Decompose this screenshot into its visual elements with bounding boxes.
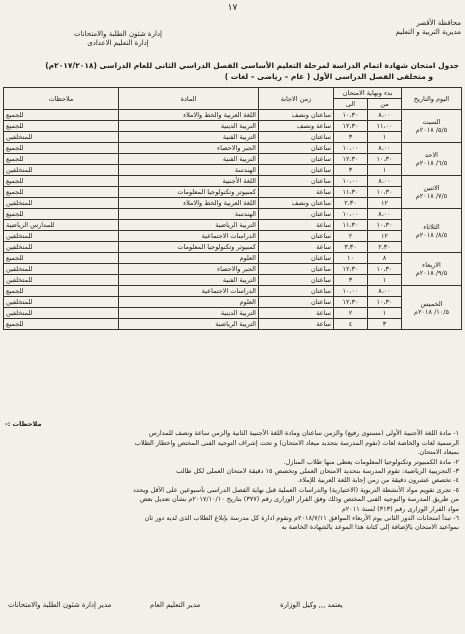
note-line: ٣- التجريبية الرياضية: تقوم المدرسة بتحديد الامتحان العملى وتخصص ١٥ دقيقة لامتحان العملى لكل طالب [176, 467, 459, 476]
admin-line-1: إدارة شئون الطلبة والامتحانات [74, 30, 162, 38]
note-line: ٦- تبدأ امتحانات الدور الثانى يوم الأربعاء الموافق ٢٠١٨/٧/١١م وتقوم ادارة كل مدرسة بإبلاغ الطلاب الذى لديه دور ثان [144, 514, 459, 523]
note-line: ٤- تخصص عشرون دقيقة من زمن إجابة اللغة العربية للإملاء. [297, 476, 459, 485]
table-row [3, 275, 461, 286]
table-row [3, 198, 461, 209]
slot-subject: التربية الفنية [118, 275, 258, 286]
table-row [3, 143, 461, 154]
slot-subject: الدراسات الاجتماعية [118, 231, 258, 242]
table-row [3, 176, 461, 187]
header-timing: بدء ونهاية الامتحان [333, 88, 401, 99]
slot-note: للجميع [3, 253, 118, 264]
slot-from: ١ [368, 308, 402, 319]
slot-duration: ساعة [258, 308, 333, 319]
slot-subject: التربية الفنية [118, 154, 258, 165]
exam-schedule-table [3, 87, 462, 330]
header-to: الى [333, 99, 367, 110]
note-line: بمواعيد الامتحان بالإضافة إلى كتابة هذا الموعد بالشهادة الخاصة به [281, 523, 459, 532]
note-line: بميعاد الامتحان. [417, 448, 459, 457]
slot-from: ١١،٠٠ [368, 121, 402, 132]
slot-note: للمتخلفين [3, 231, 118, 242]
table-row [3, 220, 461, 231]
table-row [3, 132, 461, 143]
signature-undersecretary: يعتمد ,,, وكيل الوزارة [280, 601, 343, 609]
slot-from: ١٠،٣٠ [368, 154, 402, 165]
slot-to: ١٢،٣٠ [333, 121, 367, 132]
schedule-body [3, 110, 461, 330]
title-line-2: و متخلفى الفصل الدراسى الأول ( عام – رياضى – لغات ) [224, 72, 433, 81]
governorate-line: محافظة الأقصر [416, 19, 461, 27]
slot-to: ٣،٣٠ [333, 242, 367, 253]
slot-subject: كمبيوتر وتكنولوجيا المعلومات [118, 242, 258, 253]
slot-note: للمتخلفين [3, 165, 118, 176]
slot-duration: ساعة ونصف [258, 121, 333, 132]
slot-duration: ساعة [258, 220, 333, 231]
slot-duration: ساعة [258, 242, 333, 253]
day-name: الثلاثاء [423, 222, 440, 231]
table-row [3, 154, 461, 165]
table-row [3, 165, 461, 176]
slot-subject: اللغة الأجنبية [118, 176, 258, 187]
slot-note: للجميع [3, 176, 118, 187]
slot-duration: ساعتان [258, 165, 333, 176]
slot-to: ١٢،٣٠ [333, 264, 367, 275]
slot-from: ١ [368, 165, 402, 176]
slot-to: ١٠،٣٠ [333, 110, 367, 121]
slot-to: ١٠،٠٠ [333, 143, 367, 154]
table-row [3, 297, 461, 308]
note-line: ٢- مادة الكمبيوتر وتكنولوجيا المعلومات يعطى منها طلاب المنازل. [283, 457, 459, 466]
slot-duration: ساعتان [258, 264, 333, 275]
day-date-cell [402, 253, 462, 286]
slot-subject: الدراسات الاجتماعية [118, 286, 258, 297]
slot-subject: اللغة العربية والخط والاملاء [118, 198, 258, 209]
slot-from: ١ [368, 275, 402, 286]
note-line: ٥- تجرى تقويم مواد الأنشطة التربوية (الاختيارية) والدراسات العملية قبل نهاية الفصل الدراسى بأسبوعين على الأقل ويحدد [133, 485, 459, 494]
title-line-1: جدول امتحان شهادة اتمام الدراسة لمرحلة التعليم الأساسى الفصل الدراسي الثانى للعام الدراسى (٢٠١٧/٢٠١٨م) [45, 61, 459, 70]
slot-note: للمدارس الرياضية [3, 220, 118, 231]
slot-duration: ساعة [258, 319, 333, 330]
slot-note: للجميع [3, 319, 118, 330]
slot-from: ٢،٣٠ [368, 242, 402, 253]
slot-note: للمتخلفين [3, 308, 118, 319]
slot-duration: ساعتان [258, 176, 333, 187]
day-date: ١٠/٥/ ٢٠١٨م [414, 307, 449, 316]
slot-subject: كمبيوتر وتكنولوجيا المعلومات [118, 187, 258, 198]
slot-from: ١٢ [368, 198, 402, 209]
slot-subject: التربية الرياضية [118, 220, 258, 231]
table-row [3, 286, 461, 297]
slot-subject: اللغة العربية والخط والاملاء [118, 110, 258, 121]
day-name: السبت [422, 118, 441, 126]
day-date-cell [402, 143, 462, 176]
slot-from: ١٠،٣٠ [368, 187, 402, 198]
table-row [3, 231, 461, 242]
day-date-cell [402, 110, 462, 143]
slot-to: ١٢،٣٠ [333, 297, 367, 308]
slot-from: ٨،٠٠ [368, 209, 402, 220]
slot-note: للمتخلفين [3, 242, 118, 253]
slot-duration: ساعتان [258, 297, 333, 308]
note-line: ١- مادة اللغة الأجنبية الأولى (مستوى رفيع) والزمن ساعتان ومادة اللغة الأجنبية الثانية والزمن ساعة ونصف للمدارس [148, 429, 459, 438]
slot-subject: الجبر والاحصاء [118, 143, 258, 154]
table-row [3, 253, 461, 264]
table-row [3, 242, 461, 253]
day-name: الاحد [425, 151, 438, 159]
signature-student-affairs: مدير إدارة شئون الطلبة والامتحانات [8, 601, 112, 609]
header-subject: المادة [118, 88, 258, 110]
slot-duration: ساعتان [258, 209, 333, 220]
slot-duration: ساعتان [258, 253, 333, 264]
table-row [3, 110, 461, 121]
slot-subject: الهندسة [118, 165, 258, 176]
slot-to: ٢ [333, 231, 367, 242]
header-duration: زمن الاجابة [258, 88, 333, 110]
slot-subject: الهندسة [118, 209, 258, 220]
day-date-cell [402, 209, 462, 253]
slot-note: للمتخلفين [3, 297, 118, 308]
slot-subject: التربية الدينية [118, 308, 258, 319]
day-date-cell [402, 176, 462, 209]
slot-to: ٣ [333, 275, 367, 286]
slot-subject: العلوم [118, 253, 258, 264]
slot-subject: العلوم [118, 297, 258, 308]
slot-note: للجميع [3, 187, 118, 198]
table-row [3, 308, 461, 319]
slot-subject: التربية الدينية [118, 121, 258, 132]
slot-from: ٨،٠٠ [368, 110, 402, 121]
slot-duration: ساعتان [258, 275, 333, 286]
note-line: مواد القرار الوزارى رقم (٣١٣) لسنة ٢٠١١م [341, 504, 459, 513]
administration-header [74, 30, 162, 48]
slot-to: ٣ [333, 165, 367, 176]
schedule-title [3, 60, 459, 82]
slot-to: ١٠،٠٠ [333, 286, 367, 297]
table-row [3, 121, 461, 132]
slot-duration: ساعة [258, 187, 333, 198]
slot-note: للجميع [3, 209, 118, 220]
slot-to: ٣ [333, 132, 367, 143]
slot-note: للجميع [3, 110, 118, 121]
slot-duration: ساعتان [258, 286, 333, 297]
slot-note: للجميع [3, 286, 118, 297]
table-row [3, 264, 461, 275]
slot-note: للمتخلفين [3, 198, 118, 209]
table-row [3, 187, 461, 198]
notes-section [5, 420, 459, 533]
header-day-date: اليوم والتاريخ [402, 88, 462, 110]
slot-duration: ساعتان [258, 132, 333, 143]
slot-subject: الجبر والاحصاء [118, 264, 258, 275]
slot-note: للجميع [3, 121, 118, 132]
slot-to: ١١،٣٠ [333, 187, 367, 198]
slot-to: ٢ [333, 308, 367, 319]
signature-general-education: مدير التعليم العام [150, 601, 201, 609]
slot-duration: ساعتان ونصف [258, 110, 333, 121]
slot-note: للمتخلفين [3, 132, 118, 143]
slot-from: ٨ [368, 253, 402, 264]
header-notes: ملاحظات [3, 88, 118, 110]
slot-duration: ساعتان [258, 154, 333, 165]
slot-from: ٨،٠٠ [368, 286, 402, 297]
slot-duration: ساعتان [258, 231, 333, 242]
slot-note: للجميع [3, 143, 118, 154]
table-header-row [3, 88, 461, 99]
slot-duration: ساعتان ونصف [258, 198, 333, 209]
day-date: ٥/٥/ ٢٠١٨م [415, 126, 448, 134]
slot-from: ٨،٠٠ [368, 143, 402, 154]
day-date: ٧/٥/ ٢٠١٨م [415, 192, 448, 200]
governorate-header [395, 19, 461, 37]
day-name: الاثنين [423, 184, 440, 192]
slot-note: للجميع [3, 154, 118, 165]
slot-subject: التربية الرياضية [118, 319, 258, 330]
slot-to: ١٢،٣٠ [333, 154, 367, 165]
day-date-cell [402, 286, 462, 330]
slot-to: ٢،٣٠ [333, 198, 367, 209]
table-row [3, 319, 461, 330]
slot-from: ٣ [368, 319, 402, 330]
slot-from: ١٠،٣٠ [368, 297, 402, 308]
slot-from: ٨،٠٠ [368, 176, 402, 187]
note-line: من طريق المدرسة والتوجيه الفنى المختص وذلك وفق القرار الوزارى رقم (٣٧٧) بتاريخ ٢٠١٧/١٠/١٠م بشأن تعديل بعض [139, 495, 459, 504]
notes-title: ملاحظات :- [5, 420, 42, 428]
directorate-line: مديرية التربية و التعليم [395, 28, 461, 36]
table-row [3, 209, 461, 220]
slot-to: ١٠،٠٠ [333, 209, 367, 220]
slot-from: ١٠،٣٠ [368, 220, 402, 231]
day-date: ٨/٥/ ٢٠١٨م [415, 230, 448, 239]
day-name: الخميس [420, 299, 443, 308]
slot-from: ١٠،٣٠ [368, 264, 402, 275]
slot-duration: ساعتان [258, 143, 333, 154]
note-line: الرسمية لغات والخاصة لغات (تقوم المدرسة بتحديد ميعاد الامتحان) و تحت إشراف التوجيه الفنى المختص واخطار الطلاب [134, 438, 459, 447]
slot-to: ١١،٣٠ [333, 220, 367, 231]
header-from: من [368, 99, 402, 110]
day-date: ٩/٥/ ٢٠١٨م [415, 269, 448, 277]
day-date: ٦/٥/ ٢٠١٨م [415, 159, 448, 167]
slot-to: ١٠ [333, 253, 367, 264]
slot-to: ١٠،٠٠ [333, 176, 367, 187]
slot-subject: التربية الفنية [118, 132, 258, 143]
slot-from: ١ [368, 132, 402, 143]
slot-note: للمتخلفين [3, 264, 118, 275]
slot-note: للمتخلفين [3, 275, 118, 286]
notes-list [5, 429, 459, 532]
slot-to: ٤ [333, 319, 367, 330]
slot-from: ١٢ [368, 231, 402, 242]
page-number: ١٧ [227, 3, 238, 13]
admin-line-2: إدارة التعليم الاعدادى [87, 39, 149, 47]
day-name: الاربعاء [422, 261, 441, 269]
